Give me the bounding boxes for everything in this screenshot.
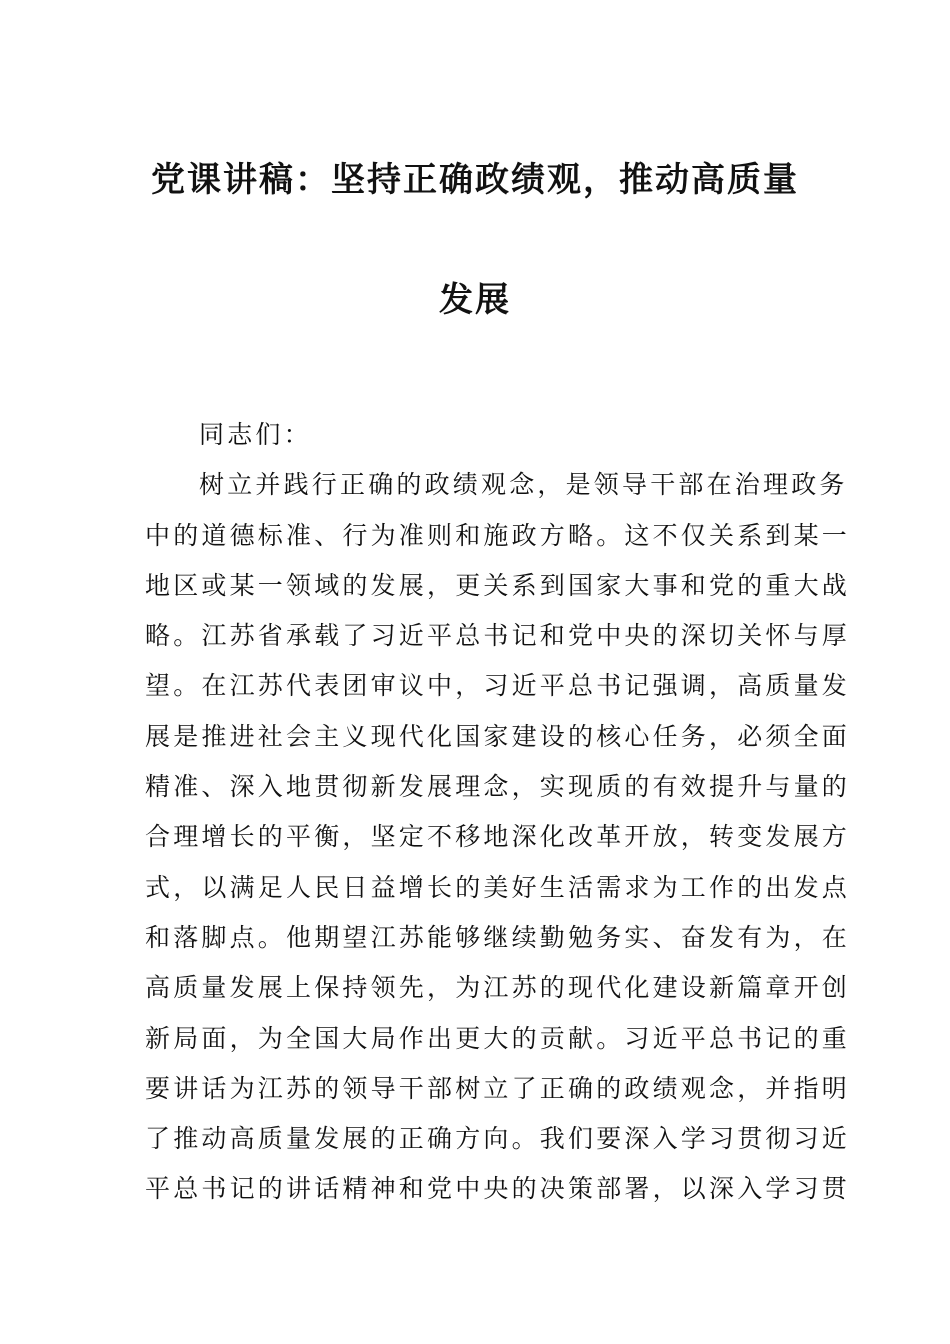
body-line: 了推动高质量发展的正确方向。我们要深入学习贯彻习近 [145,1124,851,1154]
body-line: 和落脚点。他期望江苏能够继续勤勉务实、奋发有为，在 [145,922,851,952]
body-line: 合理增长的平衡，坚定不移地深化改革开放，转变发展方 [145,822,851,852]
body-line: 要讲话为江苏的领导干部树立了正确的政绩观念，并指明 [145,1073,851,1103]
body-line: 展是推进社会主义现代化国家建设的核心任务，必须全面 [145,721,851,751]
body-line: 平总书记的讲话精神和党中央的决策部署，以深入学习贯 [145,1174,851,1204]
salutation: 同志们： [199,420,312,449]
body-line: 略。江苏省承载了习近平总书记和党中央的深切关怀与厚 [145,621,851,651]
body-line: 中的道德标准、行为准则和施政方略。这不仅关系到某一 [145,520,851,550]
document-body [145,410,851,1215]
body-line: 望。在江苏代表团审议中，习近平总书记强调，高质量发 [145,671,851,701]
body-line: 新局面，为全国大局作出更大的贡献。习近平总书记的重 [145,1023,851,1053]
body-line: 树立并践行正确的政绩观念，是领导干部在治理政务 [199,470,848,500]
body-line: 地区或某一领域的发展，更关系到国家大事和党的重大战 [145,570,851,600]
document-title-line-2: 发展 [439,280,511,320]
body-line: 式，以满足人民日益增长的美好生活需求为工作的出发点 [145,872,851,902]
document-title-line-1: 党课讲稿：坚持正确政绩观，推动高质量 [151,160,799,200]
body-line: 精准、深入地贯彻新发展理念，实现质的有效提升与量的 [145,772,851,802]
body-line: 高质量发展上保持领先，为江苏的现代化建设新篇章开创 [145,973,851,1003]
